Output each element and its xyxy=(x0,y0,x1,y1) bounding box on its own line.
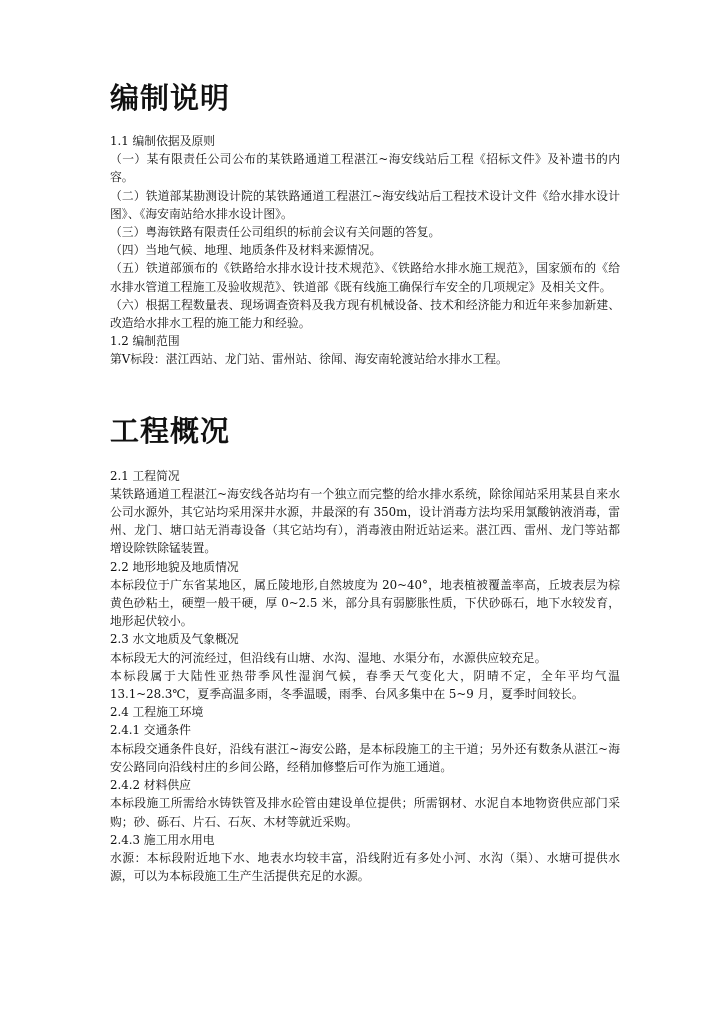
subheading-2-4-2: 2.4.2 材料供应 xyxy=(110,778,191,793)
section-heading-project-overview: 工程概况 xyxy=(110,413,231,448)
paragraph: 本标段交通条件良好，沿线有湛江~海安公路，是本标段施工的主干道；另外还有数条从湛江~海安公路同向沿线村庄的乡间公路，经稍加修整后可作为施工通道。 xyxy=(110,741,620,774)
paragraph: 水源：本标段附近地下水、地表水均较丰富，沿线附近有多处小河、水沟（渠）、水塘可提供水源，可以为本标段施工生产生活提供充足的水源。 xyxy=(110,850,620,884)
paragraph: 某铁路通道工程湛江~海安线各站均有一个独立而完整的给水排水系统，除徐闻站采用某县自来水公司水源外，其它站均采用深井水源，井最深的有 350m，设计消毒方法均采用氯酸钠液消毒，雷州、龙门、塘口站无消毒设备（其它站均有），消毒液由附近站运来。湛江西、雷州、龙门等站都增设除铁除锰装置。 xyxy=(110,486,620,556)
paragraph: 本标段位于广东省某地区，属丘陵地形,自然坡度为 20~40°，地表植被覆盖率高，丘坡表层为棕黄色砂粘土，硬塑一般干硬，厚 0~2.5 米，部分具有弱膨胀性质，下伏砂砾石，地下水较发育，地形起伏较小。 xyxy=(110,577,620,629)
paragraph: 本标段无大的河流经过，但沿线有山塘、水沟、湿地、水渠分布，水源供应较充足。 xyxy=(110,650,547,665)
subheading-1-2: 1.2 编制范围 xyxy=(110,334,180,349)
subheading-2-2: 2.2 地形地貌及地质情况 xyxy=(110,559,239,574)
paragraph: （六）根据工程数量表、现场调查资料及我方现有机械设备、技术和经济能力和近年来参加新建、改造给水排水工程的施工能力和经验。 xyxy=(110,297,620,331)
subheading-2-4: 2.4 工程施工环境 xyxy=(110,705,204,720)
paragraph: （一）某有限责任公司公布的某铁路通道工程湛江~海安线站后工程《招标文件》及补遗书的内容。 xyxy=(110,152,620,185)
subheading-2-4-3: 2.4.3 施工用水用电 xyxy=(110,832,215,847)
paragraph: 本标段施工所需给水铸铁管及排水砼管由建设单位提供；所需钢材、水泥自本地物资供应部门采购；砂、砾石、片石、石灰、木材等就近采购。 xyxy=(110,796,620,829)
subheading-2-3: 2.3 水文地质及气象概况 xyxy=(110,632,239,647)
paragraph: 本标段属于大陆性亚热带季风性湿润气候，春季天气变化大，阴晴不定，全年平均气温13.1~28.3℃，夏季高温多雨，冬季温暖，雨季、台风多集中在 5~9 月，夏季时间较长。 xyxy=(110,668,620,702)
subheading-1-1: 1.1 编制依据及原则 xyxy=(110,134,216,148)
subheading-2-4-1: 2.4.1 交通条件 xyxy=(110,723,191,738)
document-body xyxy=(110,78,620,885)
paragraph: （二）铁道部某勘测设计院的某铁路通道工程湛江~海安线站后工程技术设计文件《给水排水设计图》、《海安南站给水排水设计图》。 xyxy=(110,188,620,221)
paragraph: （四）当地气候、地理、地质条件及材料来源情况。 xyxy=(110,243,382,258)
paragraph: （三）粤海铁路有限责任公司组织的标前会议有关问题的答复。 xyxy=(110,225,441,240)
paragraph: 第Ⅴ标段：湛江西站、龙门站、雷州站、徐闻、海安南轮渡站给水排水工程。 xyxy=(110,352,508,367)
section-project-overview xyxy=(110,467,620,886)
paragraph: （五）铁道部颁布的《铁路给水排水设计技术规范》、《铁路给水排水施工规范》，国家颁布的《给水排水管道工程施工及验收规范》、铁道部《既有线施工确保行车安全的几项规定》及相关文件。 xyxy=(110,261,620,294)
section-compilation-notes xyxy=(110,132,620,369)
section-heading-compilation-notes: 编制说明 xyxy=(110,81,231,115)
subheading-2-1: 2.1 工程简况 xyxy=(110,468,180,483)
